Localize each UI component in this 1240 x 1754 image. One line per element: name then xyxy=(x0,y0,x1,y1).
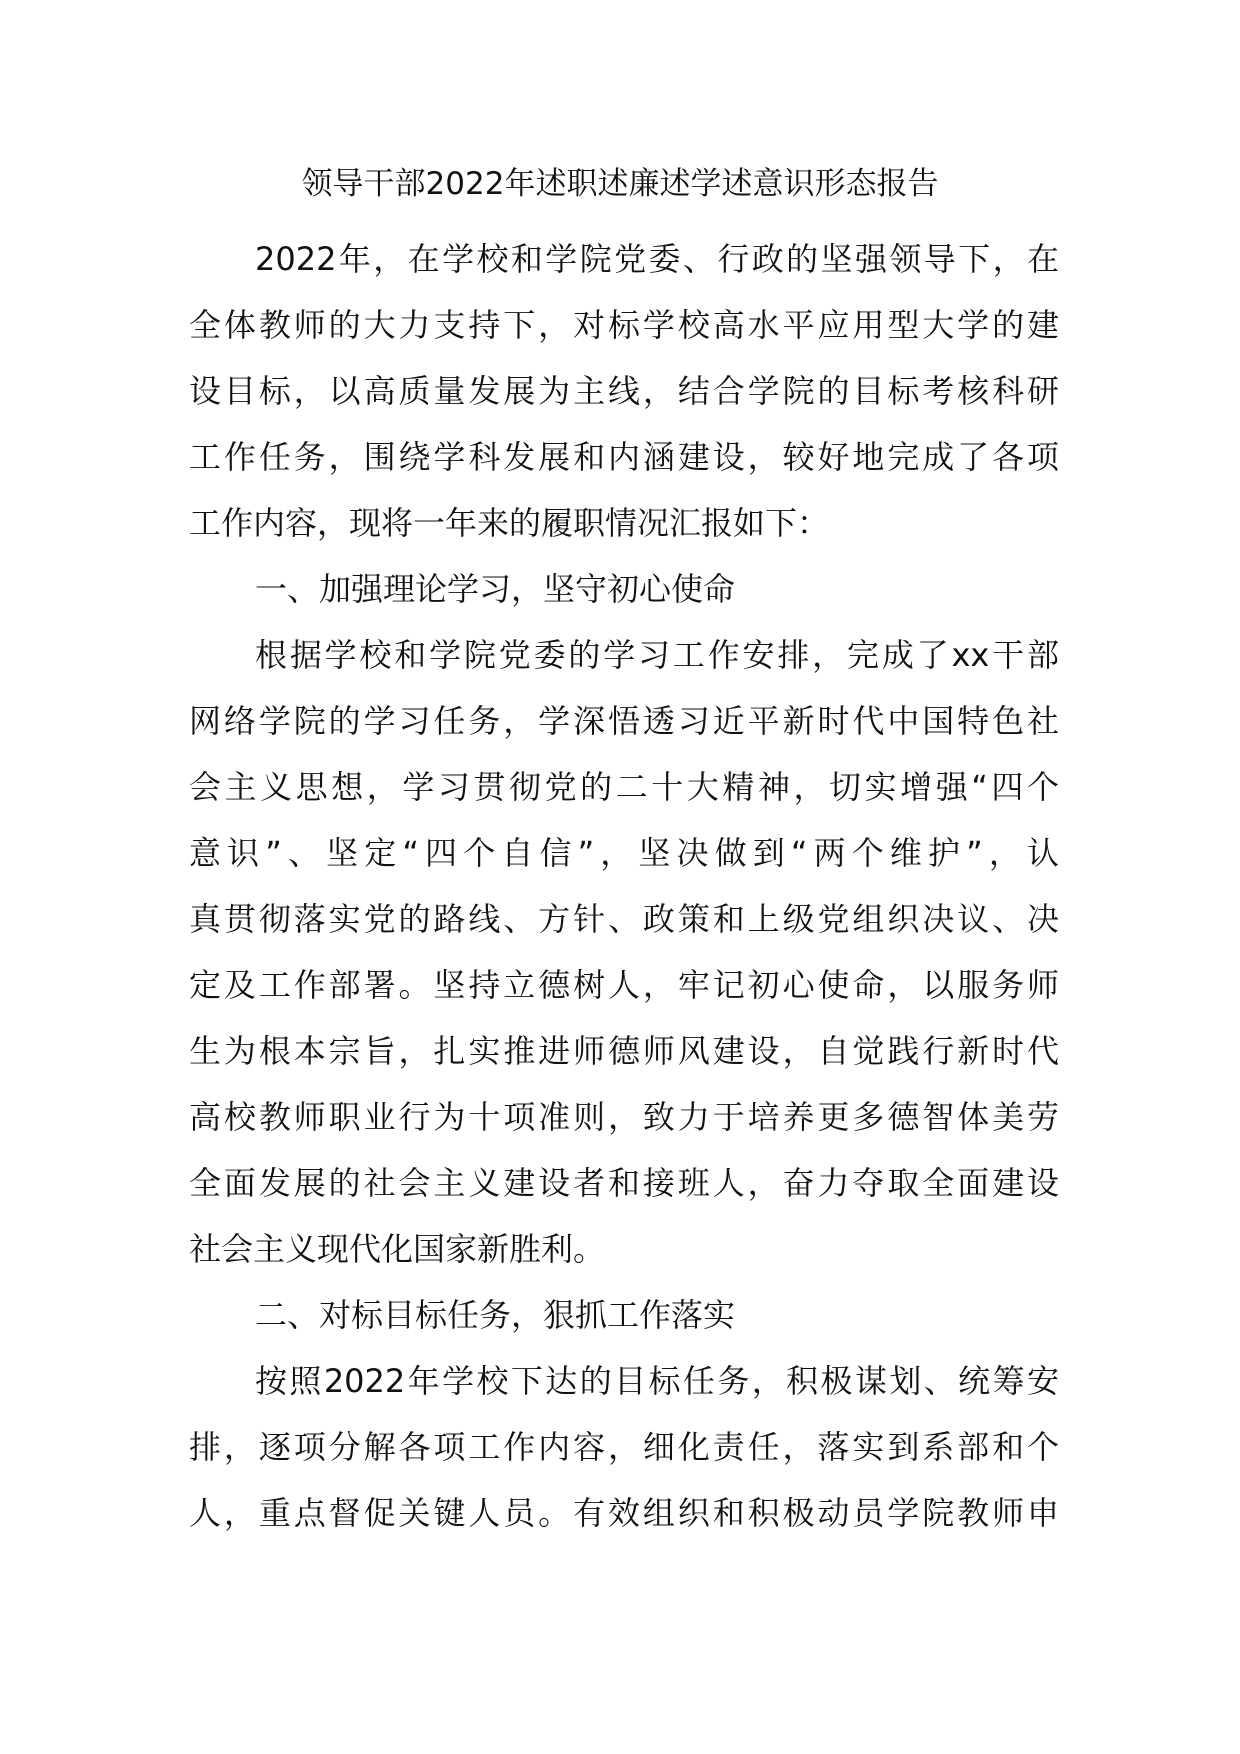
body-line: 会主义思想，学习贯彻党的二十大精神，切实增强“四个 xyxy=(189,768,1059,806)
body-line: 全体教师的大力支持下，对标学校高水平应用型大学的建 xyxy=(189,306,1059,344)
body-line: 按照2022年学校下达的目标任务，积极谋划、统筹安 xyxy=(255,1362,1059,1400)
body-line: 定及工作部署。坚持立德树人，牢记初心使命，以服务师 xyxy=(189,966,1059,1004)
body-line: 意识”、坚定“四个自信”，坚决做到“两个维护”，认 xyxy=(189,834,1059,872)
body-line: 人，重点督促关键人员。有效组织和积极动员学院教师申 xyxy=(189,1494,1059,1532)
section-heading-1: 一、加强理论学习，坚守初心使命 xyxy=(255,570,736,608)
body-line: 排，逐项分解各项工作内容，细化责任，落实到系部和个 xyxy=(189,1428,1059,1466)
body-line: 全面发展的社会主义建设者和接班人，奋力夺取全面建设 xyxy=(189,1164,1059,1202)
body-line: 高校教师职业行为十项准则，致力于培养更多德智体美劳 xyxy=(189,1098,1059,1136)
body-line: 真贯彻落实党的路线、方针、政策和上级党组织决议、决 xyxy=(189,900,1059,938)
section-heading-2: 二、对标目标任务，狠抓工作落实 xyxy=(255,1296,736,1334)
body-line: 2022年，在学校和学院党委、行政的坚强领导下，在 xyxy=(255,240,1059,278)
body-line: 社会主义现代化国家新胜利。 xyxy=(189,1230,606,1268)
document-body xyxy=(189,226,1059,1546)
body-line: 网络学院的学习任务，学深悟透习近平新时代中国特色社 xyxy=(189,702,1059,740)
body-line: 生为根本宗旨，扎实推进师德师风建设，自觉践行新时代 xyxy=(189,1032,1059,1070)
body-line: 工作任务，围绕学科发展和内涵建设，较好地完成了各项 xyxy=(189,438,1059,476)
body-line: 设目标，以高质量发展为主线，结合学院的目标考核科研 xyxy=(189,372,1059,410)
body-line: 工作内容，现将一年来的履职情况汇报如下： xyxy=(189,504,830,542)
body-line: 根据学校和学院党委的学习工作安排，完成了xx干部 xyxy=(255,636,1059,674)
document-title: 领导干部2022年述职述廉述学述意识形态报告 xyxy=(301,166,939,202)
